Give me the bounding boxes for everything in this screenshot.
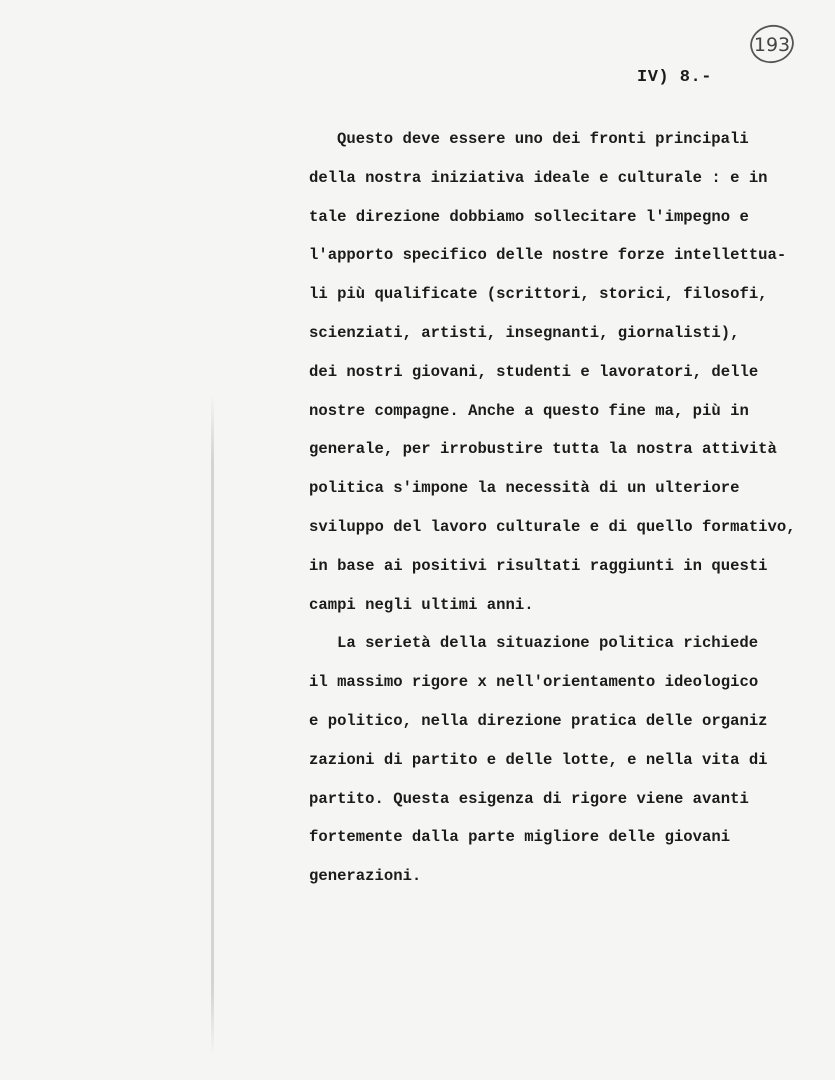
text-line: generazioni.: [309, 867, 422, 886]
text-line: sviluppo del lavoro culturale e di quello formativo,: [309, 517, 796, 536]
page-bleed-line: [211, 395, 214, 1055]
paragraph-1: [309, 120, 819, 624]
text-line: tale direzione dobbiamo sollecitare l'impegno e: [309, 207, 749, 226]
text-line: li più qualificate (scrittori, storici, filosofi,: [309, 285, 768, 304]
text-line: partito. Questa esigenza di rigore viene avanti: [309, 789, 749, 808]
text-line: fortemente dalla parte migliore delle giovani: [309, 828, 731, 847]
text-line: nostre compagne. Anche a questo fine ma, più in: [309, 401, 749, 420]
text-line: zazioni di partito e delle lotte, e nella vita di: [309, 750, 768, 769]
body-text: [309, 120, 819, 896]
page-number: IV) 8.-: [637, 68, 712, 87]
svg-text:193: 193: [753, 34, 791, 56]
text-line: politica s'impone la necessità di un ulteriore: [309, 479, 740, 498]
text-line: della nostra iniziativa ideale e culturale : e in: [309, 168, 768, 187]
text-line: in base ai positivi risultati raggiunti in questi: [309, 556, 768, 575]
text-line: campi negli ultimi anni.: [309, 595, 534, 614]
paragraph-2: [309, 624, 819, 896]
text-line: Questo deve essere uno dei fronti principali: [337, 130, 749, 148]
text-line: generale, per irrobustire tutta la nostra attività: [309, 440, 777, 459]
text-line: La serietà della situazione politica richiede: [337, 634, 759, 653]
text-line: l'apporto specifico delle nostre forze intellettua-: [309, 246, 787, 265]
text-line: il massimo rigore x nell'orientamento ideologico: [309, 673, 759, 692]
archive-stamp-icon: [748, 23, 796, 65]
text-line: dei nostri giovani, studenti e lavoratori, delle: [309, 362, 759, 381]
text-line: scienziati, artisti, insegnanti, giornalisti),: [309, 323, 740, 342]
text-line: e politico, nella direzione pratica delle organiz: [309, 711, 768, 730]
